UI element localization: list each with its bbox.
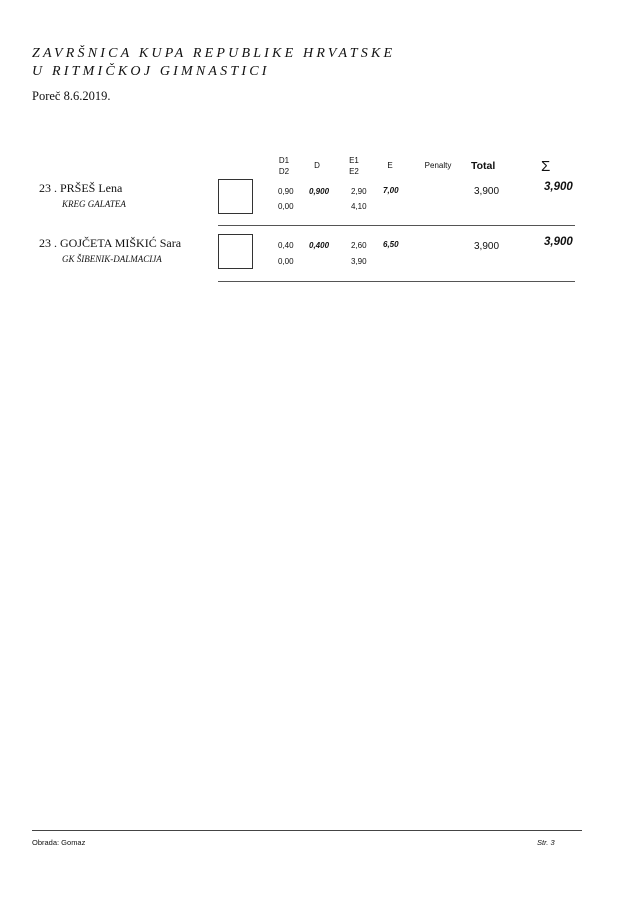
row-1-total: 3,900 [474, 186, 500, 197]
row-1-club: KREG GALATEA [62, 199, 126, 209]
row-1-apparatus-box [218, 179, 253, 214]
header-d2: D2 [278, 167, 290, 176]
row-2-d: 0,400 [309, 241, 330, 250]
row-1-d1: 0,90 [278, 187, 294, 196]
header-e2: E2 [349, 167, 359, 176]
header-e1: E1 [349, 156, 359, 165]
header-e: E [387, 161, 393, 170]
row-1-sum: 3,900 [544, 181, 573, 193]
row-1-athlete-name: PRŠEŠ Lena [60, 181, 123, 195]
document-title-line-2: U RITMIČKOJ GIMNASTICI [32, 64, 270, 79]
footer-page-number: Str. 3 [537, 838, 555, 847]
row-2-athlete-name: GOJČETA MIŠKIĆ Sara [60, 236, 182, 250]
row-2-rank-name [39, 236, 181, 251]
row-2-apparatus-box [218, 234, 253, 269]
row-2-total: 3,900 [474, 241, 500, 252]
footer-processed-by: Obrada: Gomaz [32, 838, 86, 847]
row-2-e1: 2,60 [351, 241, 367, 250]
header-sum: Σ [541, 158, 551, 175]
row-1-d2: 0,00 [278, 202, 294, 211]
row-2-e: 6,50 [383, 240, 399, 249]
row-1-rank: 23 . [39, 181, 57, 195]
document-title-line-1: ZAVRŠNICA KUPA REPUBLIKE HRVATSKE [32, 46, 396, 61]
header-d: D [314, 161, 320, 170]
row-2-divider [218, 281, 575, 282]
header-d1: D1 [278, 156, 290, 165]
header-penalty: Penalty [424, 161, 452, 170]
row-2-e2: 3,90 [351, 257, 367, 266]
row-2-rank: 23 . [39, 236, 57, 250]
row-1-rank-name [39, 181, 122, 196]
row-1-e1: 2,90 [351, 187, 367, 196]
row-2-club: GK ŠIBENIK-DALMACIJA [62, 254, 162, 264]
row-2-d1: 0,40 [278, 241, 294, 250]
footer-divider [32, 830, 582, 831]
row-2-d2: 0,00 [278, 257, 294, 266]
row-1-divider [218, 225, 575, 226]
header-total: Total [471, 160, 496, 172]
row-1-d: 0,900 [309, 187, 330, 196]
row-1-e: 7,00 [383, 186, 399, 195]
location-date: Poreč 8.6.2019. [32, 89, 111, 103]
row-2-sum: 3,900 [544, 236, 573, 248]
row-1-e2: 4,10 [351, 202, 367, 211]
